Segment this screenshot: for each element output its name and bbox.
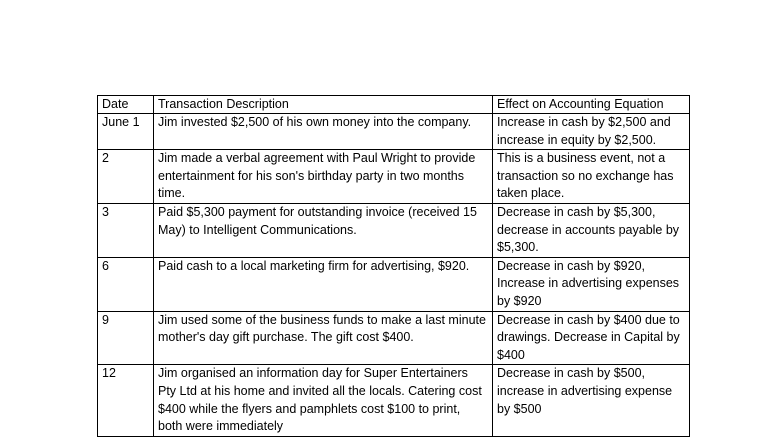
table-header-row [98,96,690,114]
table-row [98,365,690,436]
table-row [98,150,690,204]
cell-date: 2 [98,150,154,204]
cell-effect: Decrease in cash by $5,300, decrease in accounts payable by $5,300. [493,203,690,257]
header-effect: Effect on Accounting Equation [493,96,690,114]
cell-effect: This is a business event, not a transaction so no exchange has taken place. [493,150,690,204]
cell-date: 3 [98,203,154,257]
table-row [98,311,690,365]
cell-description: Jim invested $2,500 of his own money into the company. [154,114,493,150]
cell-effect: Increase in cash by $2,500 and increase in equity by $2,500. [493,114,690,150]
table-row [98,257,690,311]
cell-description: Paid $5,300 payment for outstanding invoice (received 15 May) to Intelligent Communications. [154,203,493,257]
cell-date: June 1 [98,114,154,150]
cell-description: Paid cash to a local marketing firm for advertising, $920. [154,257,493,311]
cell-effect: Decrease in cash by $500, increase in advertising expense by $500 [493,365,690,436]
header-description: Transaction Description [154,96,493,114]
cell-date: 9 [98,311,154,365]
cell-effect: Decrease in cash by $400 due to drawings. Decrease in Capital by $400 [493,311,690,365]
cell-effect: Decrease in cash by $920, Increase in advertising expenses by $920 [493,257,690,311]
table-row [98,114,690,150]
cell-date: 6 [98,257,154,311]
cell-description: Jim organised an information day for Super Entertainers Pty Ltd at his home and invited all the locals. Catering cost $400 while the flyers and pamphlets cost $100 to print, both were immediately [154,365,493,436]
cell-description: Jim used some of the business funds to make a last minute mother's day gift purchase. The gift cost $400. [154,311,493,365]
header-date: Date [98,96,154,114]
table-row [98,203,690,257]
transactions-table [97,95,690,437]
cell-date: 12 [98,365,154,436]
cell-description: Jim made a verbal agreement with Paul Wright to provide entertainment for his son's birthday party in two months time. [154,150,493,204]
